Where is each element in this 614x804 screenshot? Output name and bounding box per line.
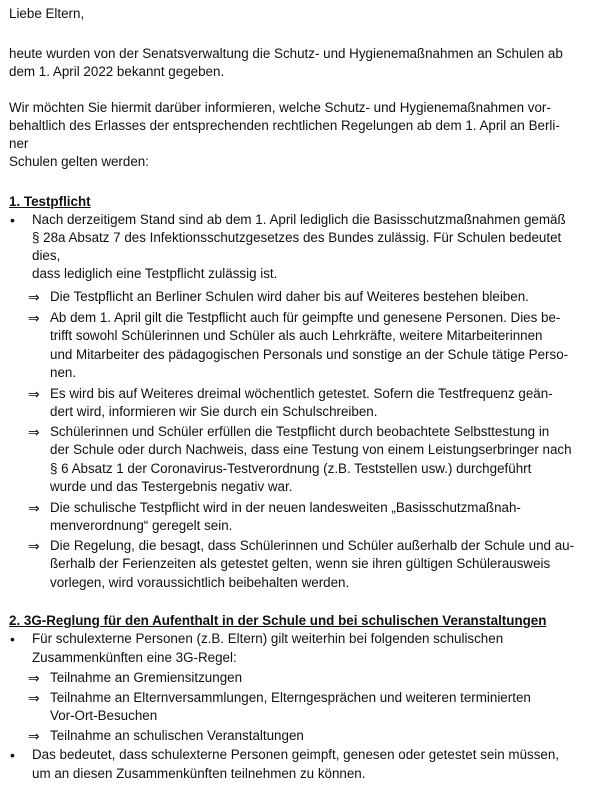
info-line-3: ner: [9, 136, 29, 151]
s1-item5-line-1: Die schulische Testpflicht wird in der neuen landesweiten „Basisschutzmaßnah-: [50, 500, 521, 515]
arrow-right-icon: ⇒: [28, 728, 40, 744]
s1-item3-line-1: Es wird bis auf Weiteres dreimal wöchentlich getestet. Sofern die Testfrequenz geän-: [50, 386, 553, 401]
info-line-2: behaltlich des Erlasses der entsprechenden rechtlichen Regelungen ab dem 1. April an Berli-: [9, 118, 560, 133]
s1-item1-line-1: Die Testpflicht an Berliner Schulen wird daher bis auf Weiteres bestehen bleiben.: [50, 289, 529, 304]
section1-bullet-line-1: Nach derzeitigem Stand sind ab dem 1. April lediglich die Basisschutzmaßnahmen gemäß: [32, 212, 566, 227]
intro-line-1: heute wurden von der Senatsverwaltung die Schutz- und Hygienemaßnahmen an Schulen ab: [9, 46, 563, 61]
s1-item2-line-4: nen.: [50, 365, 77, 380]
arrow-right-icon: ⇒: [28, 424, 40, 440]
info-line-4: Schulen gelten werden:: [9, 154, 149, 169]
s2-item2-line-1: Teilnahme an Elternversammlungen, Elterngesprächen und weiteren terminierten: [50, 690, 531, 705]
s1-item6-line-2: ßerhalb der Ferienzeiten als getestet gelten, wenn sie ihren gültigen Schülerausweis: [50, 556, 551, 571]
info-line-1: Wir möchten Sie hiermit darüber informieren, welche Schutz- und Hygienemaßnahmen vor-: [9, 100, 551, 115]
section2-bullet2-line-1: Das bedeutet, dass schulexterne Personen geimpft, genesen oder getestet sein müssen,: [32, 747, 560, 762]
arrow-right-icon: ⇒: [28, 670, 40, 686]
arrow-right-icon: ⇒: [28, 500, 40, 516]
s2-item1-line-1: Teilnahme an Gremiensitzungen: [50, 670, 243, 685]
bullet-dot: •: [10, 631, 15, 647]
s1-item4-line-1: Schülerinnen und Schüler erfüllen die Testpflicht durch beobachtete Selbsttestung in: [50, 424, 550, 439]
bullet-dot: •: [10, 212, 15, 228]
s1-item4-line-4: wurde und das Testergebnis negativ war.: [50, 479, 293, 494]
s1-item6-line-3: vorlegen, wird voraussichtlich beibehalten werden.: [50, 575, 350, 590]
section2-bullet-line-1: Für schulexterne Personen (z.B. Eltern) gilt weiterhin bei folgenden schulischen: [32, 631, 504, 646]
s1-item2-line-2: trifft sowohl Schülerinnen und Schüler als auch Lehrkräfte, weitere Mitarbeiterinnen: [50, 328, 543, 343]
bullet-dot: •: [10, 747, 15, 763]
arrow-right-icon: ⇒: [28, 538, 40, 554]
arrow-right-icon: ⇒: [28, 289, 40, 305]
section2-bullet-line-2: Zusammenkünften eine 3G-Regel:: [32, 650, 237, 665]
s1-item3-line-2: dert wird, informieren wir Sie durch ein Schulschreiben.: [50, 404, 378, 419]
arrow-right-icon: ⇒: [28, 690, 40, 706]
s1-item2-line-1: Ab dem 1. April gilt die Testpflicht auch für geimpfte und genesene Personen. Dies be-: [50, 310, 561, 325]
section1-bullet-line-3: dies,: [32, 248, 61, 263]
section2-bullet2-line-2: um an diesen Zusammenkünften teilnehmen zu können.: [32, 766, 366, 781]
s1-item6-line-1: Die Regelung, die besagt, dass Schülerinnen und Schüler außerhalb der Schule und au-: [50, 538, 575, 553]
s2-item2-line-2: Vor-Ort-Besuchen: [50, 708, 158, 723]
s1-item4-line-3: § 6 Absatz 1 der Coronavirus-Testverordnung (z.B. Teststellen usw.) durchgeführt: [50, 461, 532, 476]
s1-item2-line-3: und Mitarbeiter des pädagogischen Personals und sonstige an der Schule tätige Perso-: [50, 347, 569, 362]
s1-item4-line-2: der Schule oder durch Nachweis, dass eine Testung von einem Leistungserbringer nach: [50, 442, 572, 457]
arrow-right-icon: ⇒: [28, 310, 40, 326]
arrow-right-icon: ⇒: [28, 386, 40, 402]
section1-bullet-line-2: § 28a Absatz 7 des Infektionsschutzgesetzes des Bundes zulässig. Für Schulen bedeutet: [32, 230, 562, 245]
section1-heading: 1. Testpflicht: [9, 194, 91, 209]
section2-heading: 2. 3G-Reglung für den Aufenthalt in der Schule und bei schulischen Veranstaltungen: [9, 613, 547, 628]
s2-item3-line-1: Teilnahme an schulischen Veranstaltungen: [50, 728, 304, 743]
greeting: Liebe Eltern,: [9, 6, 85, 21]
section1-bullet-line-4: dass lediglich eine Testpflicht zulässig ist.: [32, 266, 278, 281]
s1-item5-line-2: menverordnung“ geregelt sein.: [50, 518, 233, 533]
intro-line-2: dem 1. April 2022 bekannt gegeben.: [9, 64, 225, 79]
